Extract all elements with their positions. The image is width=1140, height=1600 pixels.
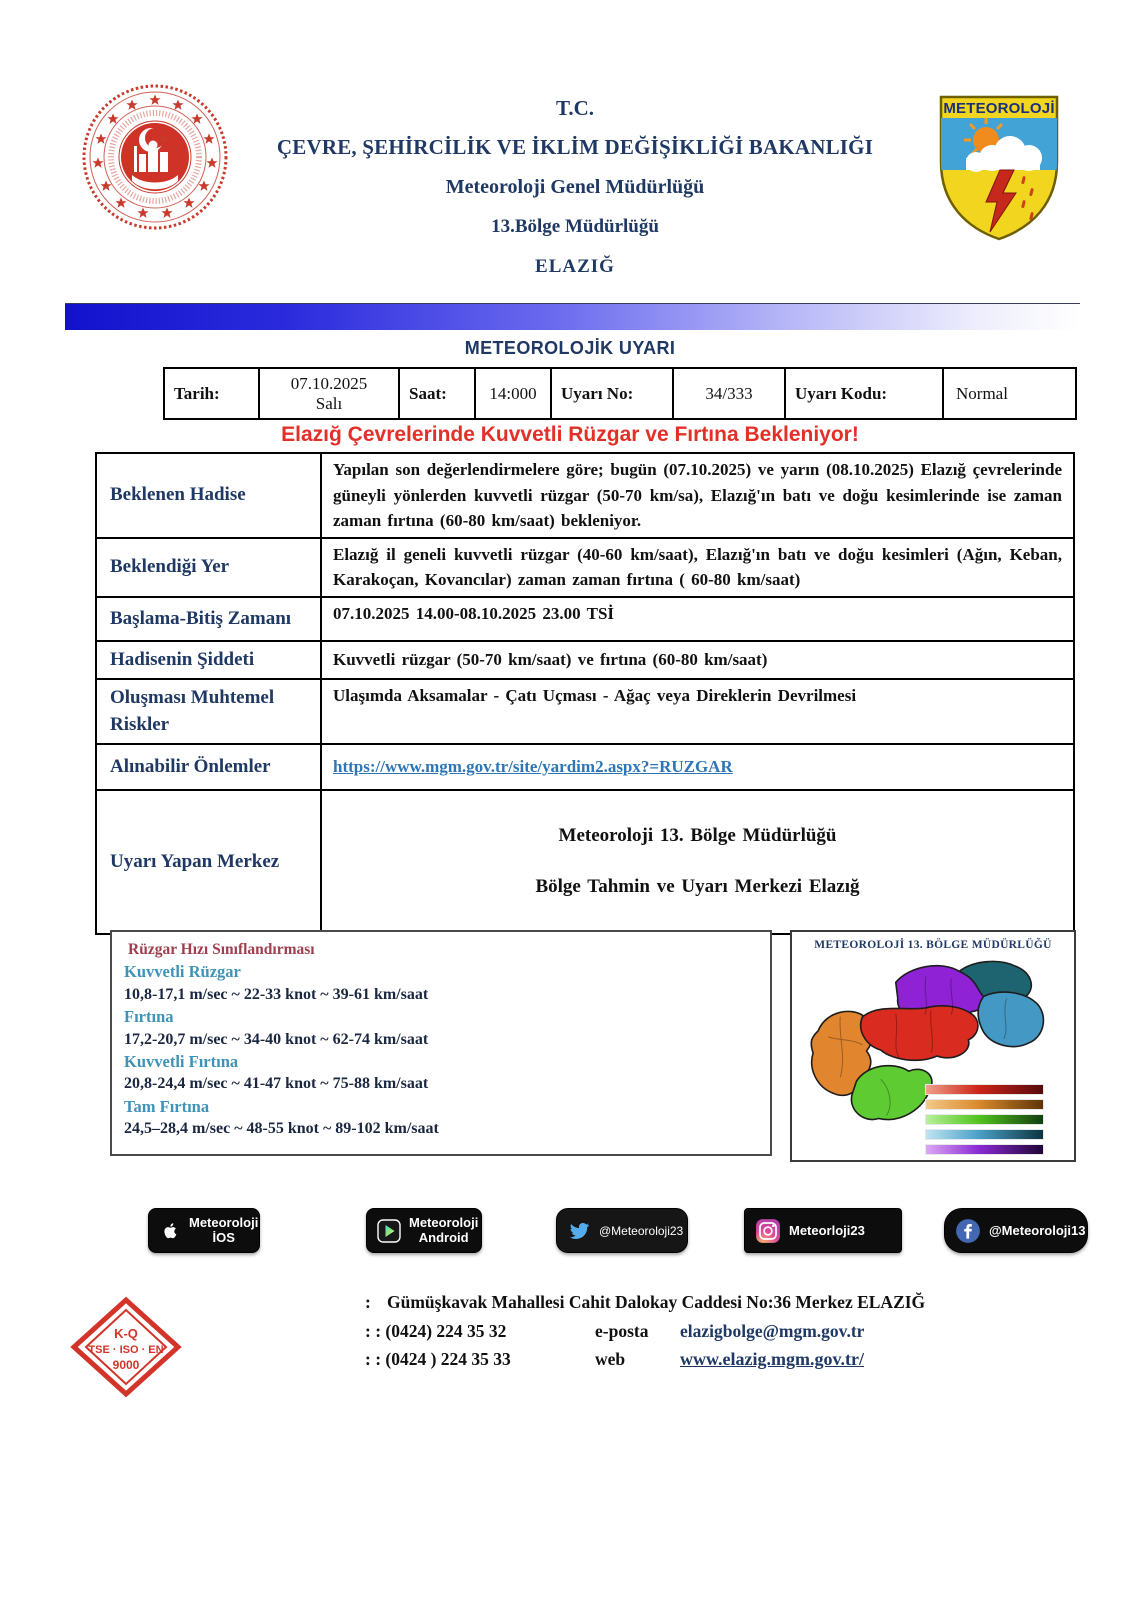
row-value-start-end-time: 07.10.2025 14.00-08.10.2025 23.00 TSİ [321,597,1074,641]
wind-scale-box [110,930,772,1156]
region-map-title: METEOROLOJİ 13. BÖLGE MÜDÜRLÜĞÜ [814,939,1052,951]
map-legend [925,1084,1044,1155]
header-general-directorate: Meteoroloji Genel Müdürlüğü [445,176,705,198]
row-label-issuing-center: Uyarı Yapan Merkez [96,790,321,934]
google-play-icon [377,1219,401,1243]
row-label-start-end-time: Başlama-Bitiş Zamanı [96,597,321,641]
footer-address-row [365,1292,925,1313]
time-label: Saat: [399,368,475,419]
footer-phone1: : : (0424) 224 35 32 [365,1321,507,1341]
apple-icon [159,1220,181,1242]
android-badge-label-2: Android [418,1229,469,1245]
header-regional-directorate: 13.Bölge Müdürlüğü [491,216,659,237]
row-value-possible-risks: Ulaşımda Aksamalar - Çatı Uçması - Ağaç veya Direklerin Devrilmesi [321,679,1074,744]
time-value: 14:000 [475,368,551,419]
ministry-seal-logo [80,82,230,232]
footer-address: Gümüşkavak Mahallesi Cahit Dalokay Caddesi No:36 Merkez ELAZIĞ [387,1292,926,1312]
twitter-handle: @Meteoroloji23 [599,1223,684,1238]
wind-scale-title: Rüzgar Hızı Sınıflandırması [128,941,315,958]
date-label: Tarih: [164,368,259,419]
map-region-south [851,1066,931,1120]
wind-class-range: 17,2-20,7 m/sec ~ 34-40 knot ~ 62-74 km/saat [124,1030,429,1048]
map-region-east [978,992,1043,1046]
blue-divider-bar [65,303,1080,330]
footer-email-label: e-posta [595,1321,649,1341]
ios-badge-label-2: İOS [212,1229,235,1245]
cert-line-2: TSE · ISO · EN [88,1344,164,1356]
cert-line-1: K-Q [114,1326,138,1341]
ios-app-badge[interactable] [148,1208,260,1253]
instagram-badge[interactable] [744,1208,902,1253]
document-header [230,96,920,278]
tse-iso-cert-logo [70,1296,182,1398]
cert-line-3: 9000 [112,1358,140,1372]
header-city: ELAZIĞ [535,256,615,277]
wind-class-name: Tam Fırtına [124,1096,210,1116]
wind-class-name: Kuvvetli Rüzgar [124,962,241,981]
wind-class-name: Kuvvetli Fırtına [124,1051,239,1071]
android-app-badge[interactable] [366,1208,482,1253]
instagram-handle: Meteorloji23 [789,1223,865,1238]
region-map-box [790,930,1076,1162]
footer-address-prefix: : [365,1292,371,1312]
ios-badge-label-1: Meteoroloji [189,1214,259,1230]
facebook-icon [955,1218,981,1244]
footer-email-link[interactable]: elazigbolge@mgm.gov.tr [680,1321,865,1341]
warning-no-label: Uyarı No: [551,368,673,419]
wind-class-range: 20,8-24,4 m/sec ~ 41-47 knot ~ 75-88 km/saat [124,1075,429,1093]
issuing-center-line2: Bölge Tahmin ve Uyarı Merkezi Elazığ [535,875,860,897]
footer-web-link[interactable]: www.elazig.mgm.gov.tr/ [680,1349,864,1369]
legend-bar-purple [925,1144,1044,1155]
date-value: 07.10.2025 Salı [259,368,399,419]
twitter-badge[interactable] [556,1208,688,1253]
meteoroloji-shield-logo [933,92,1065,242]
footer-phone2: : : (0424 ) 224 35 33 [365,1349,511,1369]
legend-bar-blue [925,1129,1044,1140]
header-ministry: ÇEVRE, ŞEHİRCİLİK VE İKLİM DEĞİŞİKLİĞİ BAKANLIĞI [276,135,874,159]
legend-bar-green [925,1114,1044,1125]
footer-phone2-row [365,1349,864,1370]
row-label-severity: Hadisenin Şiddeti [96,641,321,679]
facebook-badge[interactable] [944,1208,1088,1253]
row-label-expected-area: Beklendiği Yer [96,538,321,597]
precautions-link[interactable]: https://www.mgm.gov.tr/site/yardim2.aspx?=RUZGAR [333,756,733,776]
warning-no-value: 34/333 [673,368,785,419]
warning-code-value: Normal [943,368,1076,419]
facebook-handle: @Meteoroloji13 [989,1223,1086,1238]
instagram-icon [755,1218,781,1244]
shield-logo-text: METEOROLOJİ [943,100,1055,117]
warning-meta-table [163,367,1077,420]
warning-details-table [95,452,1075,935]
row-label-precautions: Alınabilir Önlemler [96,744,321,790]
issuing-center-line1: Meteoroloji 13. Bölge Müdürlüğü [558,825,837,847]
warning-headline: Elazığ Çevrelerinde Kuvvetli Rüzgar ve Fırtına Bekleniyor! [281,423,859,446]
row-value-expected-event: Yapılan son değerlendirmelere göre; bugün (07.10.2025) ve yarın (08.10.2025) Elazığ çevrelerinde güneyli yönlerden kuvvetli rüzgar (50-70 km/sa), Elazığ'ın batı ve doğu kesimlerinde ise zaman zaman fırtına (60-80 km/saat) bekleniyor. [321,453,1074,538]
header-tc: T.C. [555,96,595,120]
footer-phone1-row [365,1321,864,1342]
footer-web-label: web [595,1349,626,1369]
twitter-bird-icon [567,1219,591,1243]
row-value-expected-area: Elazığ il geneli kuvvetli rüzgar (40-60 km/saat), Elazığ'ın batı ve doğu kesimleri (Ağın, Keban, Karakoçan, Kovancılar) zaman zaman fırtına ( 60-80 km/saat) [321,538,1074,597]
row-value-issuing-center [321,790,1074,934]
section-title: METEOROLOJİK UYARI [464,338,676,358]
row-value-severity: Kuvvetli rüzgar (50-70 km/saat) ve fırtına (60-80 km/saat) [321,641,1074,679]
row-label-expected-event: Beklenen Hadise [96,453,321,538]
map-region-center [861,1006,978,1060]
wind-class-range: 24,5–28,4 m/sec ~ 48-55 knot ~ 89-102 km/saat [124,1120,439,1138]
legend-bar-red [925,1084,1044,1095]
android-badge-label-1: Meteoroloji [409,1214,479,1230]
legend-bar-orange [925,1099,1044,1110]
wind-class-range: 10,8-17,1 m/sec ~ 22-33 knot ~ 39-61 km/saat [124,985,429,1003]
row-label-possible-risks: Oluşması Muhtemel Riskler [96,679,321,744]
warning-code-label: Uyarı Kodu: [785,368,943,419]
wind-class-name: Fırtına [124,1006,174,1026]
